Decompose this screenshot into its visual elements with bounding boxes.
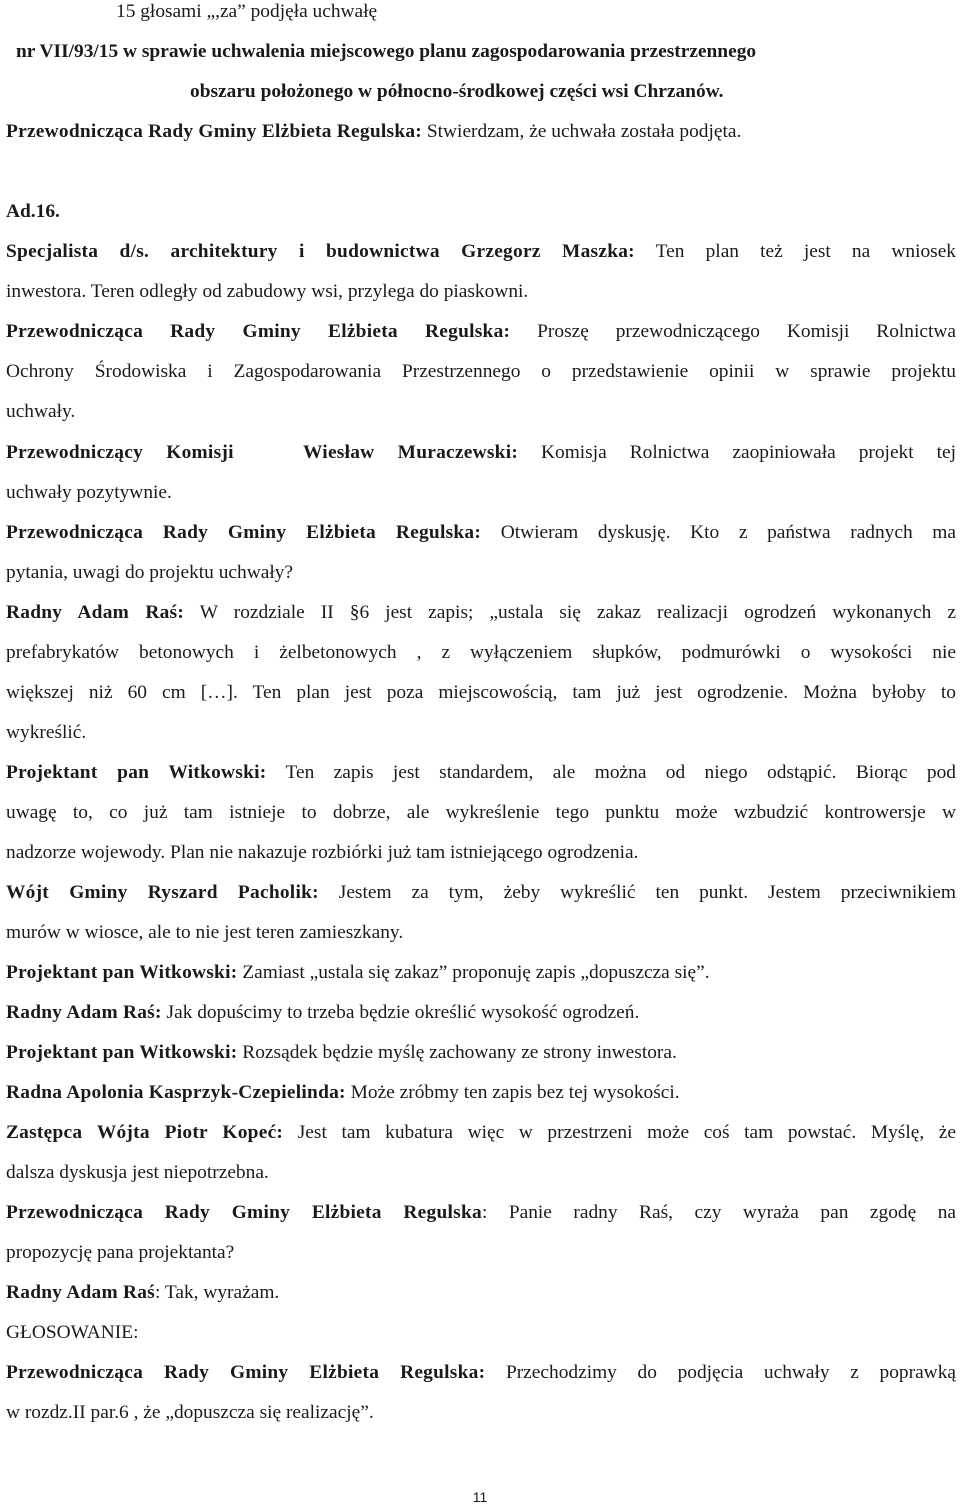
statement-continuation: uwagę to, co już tam istnieje to dobrze, ale wykreślenie tego punktu może wzbudzić kontrowersje w — [6, 802, 956, 823]
speaker-label: Przewodnicząca Rady Gminy Elżbieta Regulska: — [6, 1362, 486, 1383]
statement-text: Stwierdzam, że uchwała została podjęta. — [422, 121, 742, 142]
page-number: 11 — [472, 1489, 488, 1505]
speaker-label: Przewodnicząca Rady Gminy Elżbieta Regulska: — [6, 522, 482, 543]
speaker-label: Przewodnicząca Rady Gminy Elżbieta Regulska — [6, 1202, 482, 1223]
resolution-title-line-1: nr VII/93/15 w sprawie uchwalenia miejscowego planu zagospodarowania przestrzennego — [16, 41, 757, 62]
speaker-label: Przewodniczący Komisji Wiesław Muraczewski: — [6, 442, 519, 463]
statement-continuation: Ochrony Środowiska i Zagospodarowania Przestrzennego o przedstawienie opinii w sprawie projektu — [6, 361, 956, 382]
statement-text: Zamiast „ustala się zakaz” proponuję zapis „dopuszcza się”. — [237, 962, 710, 983]
speaker-label: Radna Apolonia Kasprzyk-Czepielinda: — [6, 1082, 346, 1103]
statement-councillor-ras-2 — [6, 1001, 956, 1025]
speaker-label: Radny Adam Raś: — [6, 602, 185, 623]
voting-heading: GŁOSOWANIE: — [6, 1322, 139, 1343]
statement-committee-chair — [6, 441, 956, 465]
speaker-label: Zastępca Wójta Piotr Kopeć: — [6, 1122, 284, 1143]
statement-text: W rozdziale II §6 jest zapis; „ustala się zakaz realizacji ogrodzeń wykonanych z — [184, 602, 956, 623]
statement-continuation: uchwały. — [6, 401, 76, 422]
statement-chairwoman-3 — [6, 521, 956, 545]
statement-continuation: prefabrykatów betonowych i żelbetonowych , z wyłączeniem słupków, podmurówki o wysokości nie — [6, 642, 956, 663]
statement-text: Przechodzimy do podjęcia uchwały z poprawką — [485, 1362, 956, 1383]
statement-chairwoman-1 — [6, 120, 956, 144]
speaker-label: Projektant pan Witkowski: — [6, 1042, 238, 1063]
statement-text: Może zróbmy ten zapis bez tej wysokości. — [345, 1082, 680, 1103]
statement-continuation: murów w wiosce, ale to nie jest teren zamieszkany. — [6, 922, 404, 943]
speaker-label: Projektant pan Witkowski: — [6, 762, 267, 783]
speaker-label: Projektant pan Witkowski: — [6, 962, 238, 983]
resolution-title-line-2: obszaru położonego w północno-środkowej części wsi Chrzanów. — [190, 81, 724, 102]
statement-continuation: uchwały pozytywnie. — [6, 482, 172, 503]
statement-text: : Panie radny Raś, czy wyraża pan zgodę na — [481, 1202, 956, 1223]
statement-designer-3 — [6, 1041, 956, 1065]
statement-continuation: inwestora. Teren odległy od zabudowy wsi, przylega do piaskowni. — [6, 281, 529, 302]
statement-continuation: nadzorze wojewody. Plan nie nakazuje rozbiórki już tam istniejącego ogrodzenia. — [6, 842, 639, 863]
statement-continuation: pytania, uwagi do projektu uchwały? — [6, 562, 294, 583]
statement-text: : Tak, wyrażam. — [154, 1282, 280, 1303]
statement-mayor — [6, 881, 956, 905]
speaker-label: Radny Adam Raś — [6, 1282, 155, 1303]
statement-text: Otwieram dyskusję. Kto z państwa radnych ma — [481, 522, 956, 543]
statement-text: Ten zapis jest standardem, ale można od niego odstąpić. Biorąc pod — [266, 762, 956, 783]
statement-text: Komisja Rolnictwa zaopiniowała projekt tej — [518, 442, 956, 463]
statement-chairwoman-4 — [6, 1201, 956, 1225]
statement-specialist — [6, 240, 956, 264]
speaker-label: Przewodnicząca Rady Gminy Elżbieta Regulska: — [6, 121, 423, 142]
statement-continuation: większej niż 60 cm […]. Ten plan jest poza miejscowością, tam już jest ogrodzenie. Można byłoby to — [6, 682, 956, 703]
statement-text: Rozsądek będzie myślę zachowany ze strony inwestora. — [237, 1042, 677, 1063]
statement-councillor-kasprzyk — [6, 1081, 956, 1105]
statement-councillor-ras-3 — [6, 1281, 956, 1305]
statement-text: Proszę przewodniczącego Komisji Rolnictwa — [510, 321, 956, 342]
statement-text: Ten plan też jest na wniosek — [634, 241, 956, 262]
agenda-item-heading: Ad.16. — [6, 201, 60, 222]
statement-deputy-mayor — [6, 1121, 956, 1145]
speaker-label: Specjalista d/s. architektury i budownictwa Grzegorz Maszka: — [6, 241, 635, 262]
statement-designer-2 — [6, 961, 956, 985]
statement-text: Jest tam kubatura więc w przestrzeni może coś tam powstać. Myślę, że — [283, 1122, 956, 1143]
speaker-label: Wójt Gminy Ryszard Pacholik: — [6, 882, 319, 903]
statement-continuation: dalsza dyskusja jest niepotrzebna. — [6, 1162, 269, 1183]
statement-chairwoman-5 — [6, 1361, 956, 1385]
statement-continuation: wykreślić. — [6, 722, 87, 743]
speaker-label: Radny Adam Raś: — [6, 1002, 162, 1023]
statement-text: Jestem za tym, żeby wykreślić ten punkt. Jestem przeciwnikiem — [318, 882, 956, 903]
statement-text: Jak dopuścimy to trzeba będzie określić wysokość ogrodzeń. — [161, 1002, 640, 1023]
vote-result-line: 15 głosami „,za” podjęła uchwałę — [116, 1, 378, 22]
statement-designer-1 — [6, 761, 956, 785]
statement-continuation: propozycję pana projektanta? — [6, 1242, 235, 1263]
speaker-label: Przewodnicząca Rady Gminy Elżbieta Regulska: — [6, 321, 511, 342]
statement-councillor-ras-1 — [6, 601, 956, 625]
statement-chairwoman-2 — [6, 320, 956, 344]
statement-continuation: w rozdz.II par.6 , że „dopuszcza się realizację”. — [6, 1402, 374, 1423]
